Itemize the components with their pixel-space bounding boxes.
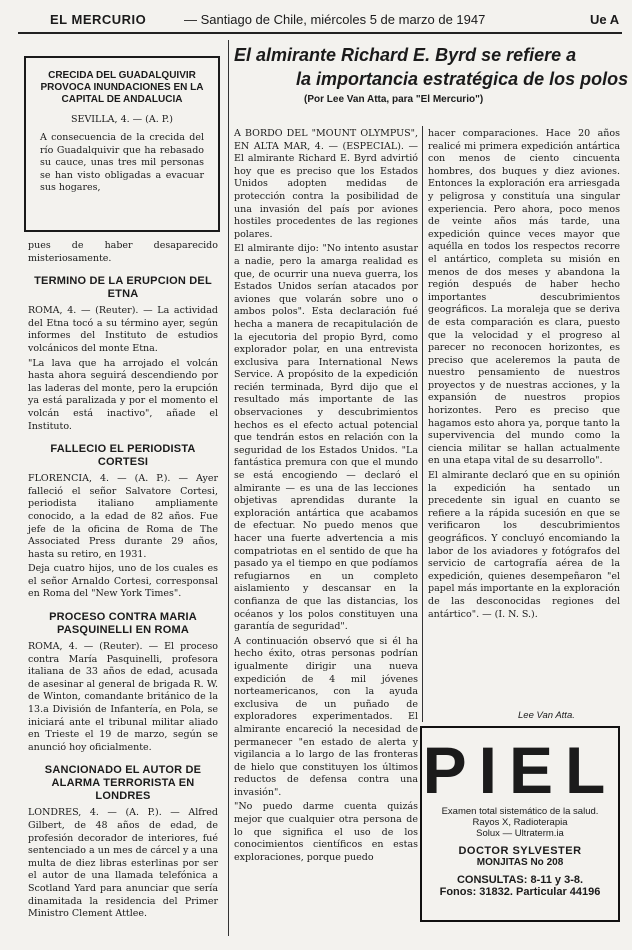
- byrd-headline-line-2: la importancia estratégica de los polos: [296, 69, 629, 89]
- cortesi-headline: FALLECIO EL PERIODISTA CORTESI: [50, 443, 196, 469]
- byrd-column-2: [428, 128, 620, 623]
- byrd-col2-paragraph: El almirante declaró que en su opinión la expedición ha sentado un precedente sin igual en cuanto se refiere a la rápida sucesión en que se verificaron los descubrimientos geográficos. Y concluyó encomiando la labor de los aviadores y fotógrafos del servicio de cartografía aérea de la expedición, quienes desempeñaron "el papel más importante en la exploración de las desconocidas regiones del antártico". — (I. N. S.).: [428, 470, 620, 620]
- byrd-col1-paragraph: A BORDO DEL "MOUNT OLYMPUS", EN ALTA MAR, 4. — (ESPECIAL). — El almirante Richard E. Byrd advirtió hoy que es preciso que los Estados Unidos adopten medidas de protección contra la posibilidad de una invasión del país por aviones hostiles procedentes de las regiones polares.: [234, 128, 418, 240]
- ad-address: MONJITAS No 208: [476, 857, 564, 868]
- ad-hours: CONSULTAS: 8-11 y 3-8.: [456, 874, 584, 886]
- gilbert-paragraph-1: LONDRES, 4. — (A. P.). — Alfred Gilbert, de 48 años de edad, de profesión decorador de interiores, fué sentenciado a un mes de cárcel y a una multa de diez libras esterlinas por ser el autor de una llamada telefónica a Scotland Yard para anunciar que sería dinamitada la residencia del Primer Ministro Clement Attlee.: [28, 807, 218, 920]
- guadalquivir-box: [24, 56, 220, 232]
- header-cut-text: Ue A: [590, 12, 620, 27]
- page-dateline: — Santiago de Chile, miércoles 5 de marzo de 1947: [184, 12, 486, 27]
- guadalquivir-dateline: SEVILLA, 4. — (A. P.): [71, 114, 173, 125]
- left-column: [28, 240, 218, 923]
- gilbert-headline: SANCIONADO EL AUTOR DE ALARMA TERRORISTA EN LONDRES: [44, 764, 202, 803]
- ad-line-3: Solux — Ultraterm.ia: [476, 828, 564, 839]
- pasquinelli-paragraph-1: ROMA, 4. — (Reuter). — El proceso contra María Pasquinelli, profesora italiana de 33 años de edad, acusada de asesinar al general de brigada R. W. de Winton, comandante británico de la 13.a División de Infantería, en Pola, se iniciará ante el tribunal militar aliado en Trieste el 19 de marzo, según se anunció hoy oficialmente.: [28, 641, 218, 753]
- column-rule-right: [422, 126, 423, 722]
- byrd-column-1: [234, 128, 418, 866]
- cortesi-paragraph-1: FLORENCIA, 4. — (A. P.). — Ayer falleció el señor Salvatore Cortesi, periodista italiano ampliamente conocido, a la edad de 82 años. Fue jefe de la oficina de Roma de The Associated Press durante 29 años, hasta su retiro, en 1931.: [28, 473, 218, 560]
- ad-line-2: Rayos X, Radioterapia: [472, 817, 568, 828]
- etna-paragraph-2: "La lava que ha arrojado el volcán hasta ahora seguirá descendiendo por las laderas del monte, pero la erupción ya está paralizada y por el momento el volcán está inactivo", añade el Instituto.: [28, 357, 218, 432]
- guadalquivir-headline: CRECIDA DEL GUADALQUIVIR PROVOCA INUNDACIONES EN LA CAPITAL DE ANDALUCIA: [40, 70, 204, 105]
- piel-advertisement: [420, 726, 620, 922]
- ad-line-1: Examen total sistemático de la salud.: [441, 806, 599, 817]
- byrd-col2-paragraph: hacer comparaciones. Hace 20 años realicé mi primera expedición antártica con menos de ciento cincuenta hombres, dos buques y diez aviones. Entonces la exploración era arriesgada y peligrosa y constituía una singular experiencia. Pero ahora, poco menos de veinte años más tarde, una expedición quince veces mayor que aquélla en todos los respectos recorre el antártico, completa su misión en menos de dos meses y abandona la región después de haber hecho importantes descubrimientos geográficos. La moraleja que se deriva de esta comparación es clara, puesto que la velocidad y el progreso al parecer no reconocen horizontes, es preciso que aceleremos la pauta de nuestro pensamiento de nuestros proyectos y de nuestras acciones, y la expansión de nuestros propios horizontes. Pero es preciso que hagamos esto ahora ya, porque tanto la supervivencia del mundo como la ciencia militar se hallan actualmente en una etapa vital de su desarrollo".: [428, 128, 620, 467]
- masthead: EL MERCURIO: [50, 12, 147, 27]
- byrd-headline-line-1: El almirante Richard E. Byrd se refiere a: [234, 45, 577, 65]
- byrd-col1-paragraph: A continuación observó que si él ha hecho éxito, otras personas podrían igualmente dirigir una nueva expedición de 4 mil jóvenes norteamericanos, con la ayuda exclusiva de un puñado de exploradores experimentados. El almirante encareció la necesidad de permanecer "en estado de alerta y vigilancia a lo largo de las fronteras de hielo que constituyen los últimos reductos de defensa contra una invasión".: [234, 635, 418, 798]
- ad-title: PIEL: [422, 733, 618, 807]
- byrd-headline-block: [232, 44, 629, 105]
- header-rule: [18, 32, 622, 34]
- pasquinelli-headline: PROCESO CONTRA MARIA PASQUINELLI EN ROMA: [49, 611, 197, 637]
- guadalquivir-continuation: pues de haber desaparecido misteriosamente.: [28, 240, 218, 264]
- byrd-col1-paragraph: El almirante dijo: "No intento asustar a nadie, pero la amarga realidad es que, de ocurrir una nueva guerra, los Estados Unidos serían atacados por aviones que volarán sobre uno o ambos polos". Esta declaración fué hecha a manera de recapitulación de la ejecutoria del propio Byrd, como explorador polar, en una entrevista exclusiva para International News Service. A propósito de la expedición recién terminada, Byrd dijo que el resultado más importante de las observaciones y descubrimientos hechos es el efecto actual potencial que tendrán estos en relación con la seguridad de los Estados Unidos. "La fantástica premura con que el mundo se está encogiendo — declaró el almirante — es una de las lecciones objetivas aprendidas durante la exploración antártica que acabamos de efectuar. No puedo menos que hacer una fuerte advertencia a mis compatriotas en el sentido de que ha pasado ya el tiempo en que podíamos refugiarnos en un completo aislamiento y descansar en la confianza de que las distancias, los océanos y los polos constituyen una garantía de seguridad".: [234, 243, 418, 633]
- byrd-signature: Lee Van Atta.: [518, 710, 575, 721]
- ad-phones: Fonos: 31832. Particular 44196: [439, 886, 601, 898]
- byrd-col1-paragraph: "No puedo darme cuenta quizás mejor que cualquier otra persona de lo que significa el uso de los conocimientos científicos en estas exploraciones, porque puedo: [234, 801, 418, 863]
- cortesi-paragraph-2: Deja cuatro hijos, uno de los cuales es el señor Arnaldo Cortesi, corresponsal en Roma del "New York Times".: [28, 563, 218, 600]
- byrd-byline: (Por Lee Van Atta, para "El Mercurio"): [304, 94, 484, 105]
- ad-doctor: DOCTOR SYLVESTER: [458, 845, 582, 857]
- etna-headline: TERMINO DE LA ERUPCION DEL ETNA: [34, 275, 212, 301]
- guadalquivir-text: A consecuencia de la crecida del río Guadalquivir que ha rebasado su cauce, unas tres mil personas se han visto obligadas a evacuar sus hogares,: [40, 132, 204, 194]
- column-rule-left: [228, 40, 229, 936]
- etna-paragraph-1: ROMA, 4. — (Reuter). — La actividad del Etna tocó a su término ayer, según informes del Instituto de estudios volcánicos del monte Etna.: [28, 305, 218, 354]
